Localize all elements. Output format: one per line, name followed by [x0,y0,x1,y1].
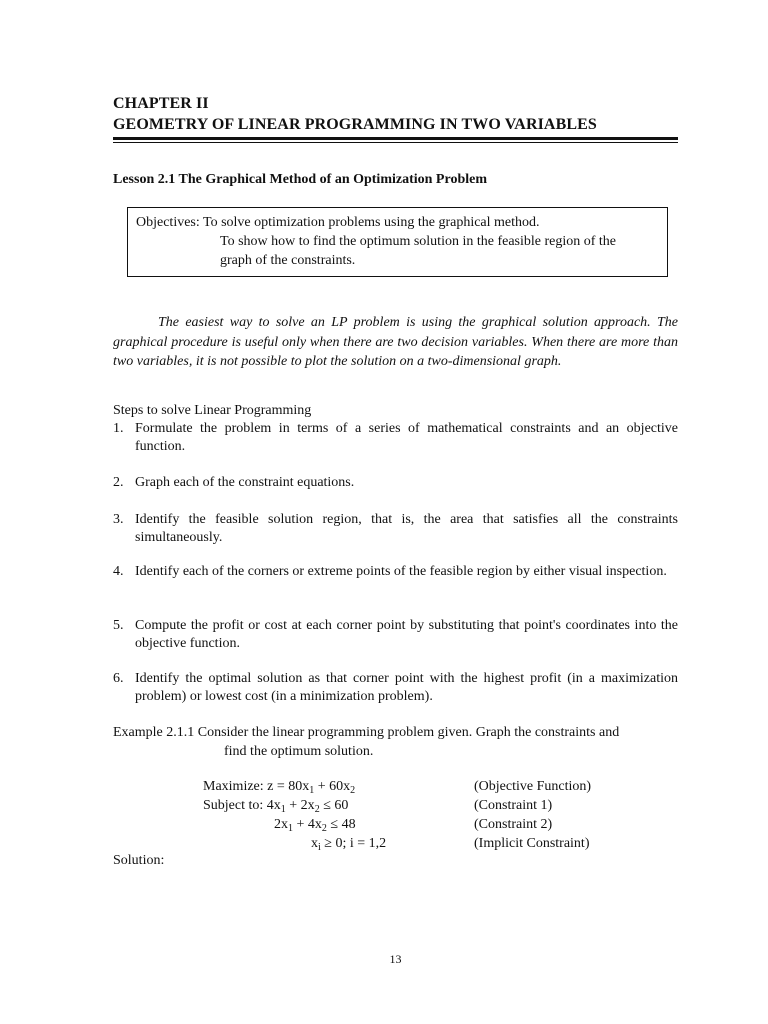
steps-heading: Steps to solve Linear Programming [113,403,312,418]
example-line-2: find the optimum solution. [224,744,374,759]
objectives-line-3: graph of the constraints. [220,253,356,268]
step-text: Identify each of the corners or extreme points of the feasible region by either visual inspection. [135,564,667,579]
intro-paragraph: The easiest way to solve an LP problem is using the graphical solution approach. The graphical procedure is useful only when there are two decision variables. When there are more than two variables, it is not possible to plot the solution on a two-dimensional graph. [113,315,678,369]
step-number: 5. [113,618,124,633]
chapter-heading [113,93,597,135]
example-statement [113,723,678,761]
objectives-line-1: Objectives: To solve optimization problems using the graphical method. [136,215,540,230]
step-number: 4. [113,564,124,579]
step-text: Identify the optimal solution as that corner point with the highest profit (in a maximization problem) or lowest cost (in a minimization problem). [135,671,678,704]
implicit-constraint-note: (Implicit Constraint) [474,836,590,851]
implicit-constraint-expression: $x_i \ge 0$; i = 1,2 [311,836,387,853]
heading-rule-thick [113,137,678,140]
example-line-1: Example 2.1.1 Consider the linear programming problem given. Graph the constraints and [113,725,620,740]
step-item-2 [113,474,678,492]
step-text: Identify the feasible solution region, that is, the area that satisfies all the constraints simultaneously. [135,512,678,545]
page-number: 13 [389,952,402,966]
step-item-1 [113,420,678,456]
objectives-line-2: To show how to find the optimum solution in the feasible region of the [220,234,617,249]
constraint-1-expression: Subject to: $4x_1 + 2x_2 \le 60$ [203,798,349,815]
constraint-1-note: (Constraint 1) [474,798,553,813]
objectives-box [127,207,668,277]
solution-label: Solution: [113,853,165,868]
step-number: 3. [113,512,124,527]
constraint-2-expression: $2x_1 + 4x_2 \le 48$ [274,817,356,834]
step-number: 2. [113,475,124,490]
step-number: 6. [113,671,124,686]
step-item-5 [113,617,678,653]
lesson-title: Lesson 2.1 The Graphical Method of an Optimization Problem [113,172,487,187]
constraint-2-note: (Constraint 2) [474,817,553,832]
chapter-number: CHAPTER II [113,95,209,112]
step-number: 1. [113,421,124,436]
objective-note: (Objective Function) [474,779,592,794]
chapter-title: GEOMETRY OF LINEAR PROGRAMMING IN TWO VARIABLES [113,116,597,133]
heading-rule-thin [113,142,678,143]
step-text: Compute the profit or cost at each corner point by substituting that point's coordinates into the objective function. [135,618,678,651]
step-item-6 [113,670,678,706]
step-item-4 [113,563,678,581]
step-text: Graph each of the constraint equations. [135,475,355,490]
step-text: Formulate the problem in terms of a series of mathematical constraints and an objective function. [135,421,678,454]
objective-expression: Maximize: $z = 80x_1 + 60x_2$ [203,779,356,796]
step-item-3 [113,511,678,547]
